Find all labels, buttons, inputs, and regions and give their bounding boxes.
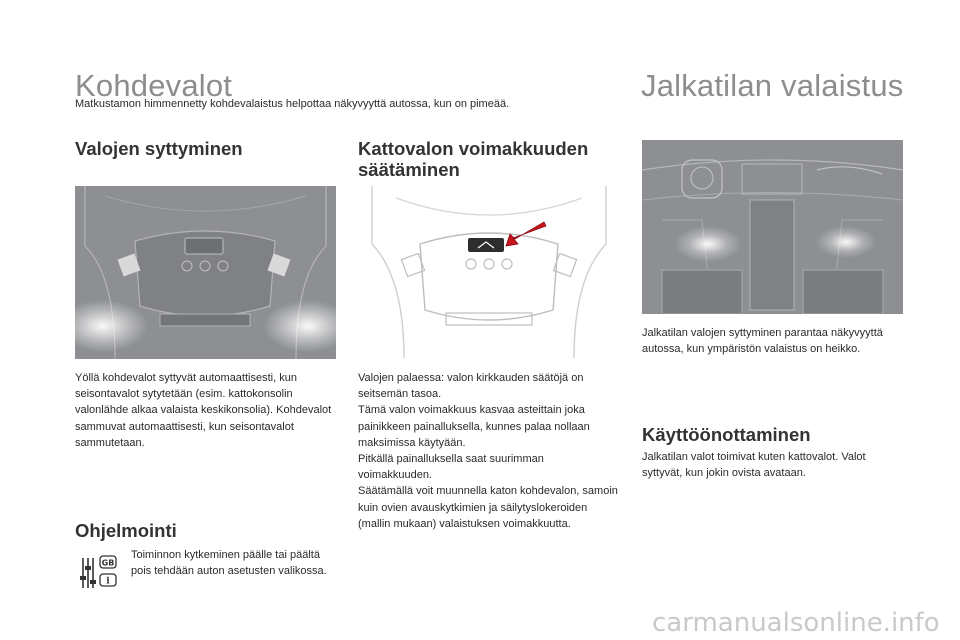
info-badge: i <box>106 576 110 587</box>
adjust-heading-line2: säätäminen <box>358 159 460 180</box>
activation-heading: Käyttöönottaminen <box>642 424 811 445</box>
programming-text: Toiminnon kytkeminen päälle tai päältä pois tehdään auton asetusten valikossa. <box>131 549 327 578</box>
page-title: Kohdevalot <box>75 68 233 103</box>
adjust-heading <box>358 138 588 180</box>
adjust-heading-line1: Kattovalon voimakkuuden <box>358 138 589 159</box>
dimmer-button <box>468 238 504 252</box>
ceiling-console-photo <box>75 186 336 359</box>
adjust-paragraph: Pitkällä painalluksella saat suurimman voimakkuuden. <box>358 453 544 482</box>
footwell-photo <box>642 140 903 314</box>
footwell-illustration <box>642 140 903 314</box>
activation-text: Jalkatilan valot toimivat kuten kattovalot. Valot syttyvät, kun jokin ovista avataan. <box>642 451 866 480</box>
settings-menu-icon <box>79 552 119 592</box>
ceiling-console-illustration <box>75 186 336 359</box>
footwell-text: Jalkatilan valojen syttyminen parantaa näkyvyyttä autossa, kun ympäristön valaistus on heikko. <box>642 327 883 356</box>
lights-on-heading: Valojen syttyminen <box>75 138 243 159</box>
adjust-paragraph: Säätämällä voit muunnella katon kohdevalon, samoin kuin ovien avauskytkimien ja säilytyslokeroiden (mallin mukaan) valaistuksen voimakkuutta. <box>358 485 618 530</box>
footwell-title: Jalkatilan valaistus <box>641 68 904 103</box>
adjust-paragraph: Tämä valon voimakkuus kasvaa asteittain joka painikkeen painalluksella, kunnes palaa nollaan maksimissa käytyään. <box>358 404 590 449</box>
lights-on-text: Yöllä kohdevalot syttyvät automaattisesti, kun seisontavalot sytytetään (esim. kattokonsolin valonlähde alkaa valaista keskikonsolia). Kohdevalot sammuvat automaattisesti, kun seisontavalot sammutetaan. <box>75 372 332 449</box>
programming-heading: Ohjelmointi <box>75 520 177 541</box>
dimmer-button-diagram <box>358 186 620 358</box>
adjust-paragraph: Valojen palaessa: valon kirkkauden säätöjä on seitsemän tasoa. <box>358 372 584 401</box>
intro-text: Matkustamon himmennetty kohdevalaistus helpottaa näkyvyyttä autossa, kun on pimeää. <box>75 98 510 110</box>
adjust-text <box>358 370 620 532</box>
language-badge: GB <box>101 558 115 568</box>
watermark: carmanualsonline.info <box>652 608 940 638</box>
